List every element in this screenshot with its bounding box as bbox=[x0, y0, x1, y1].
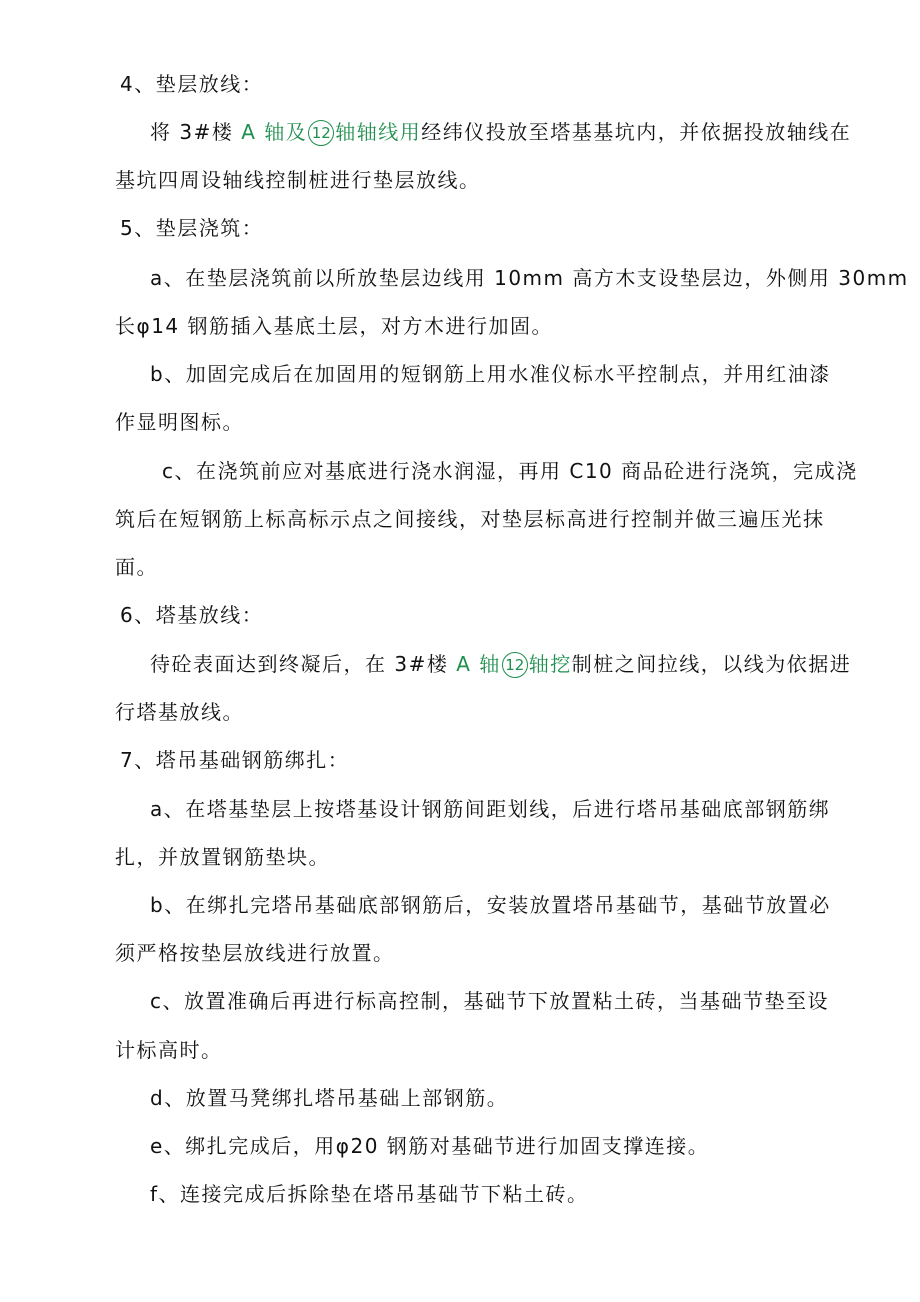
section-7-item-c-line-2: 计标高时。 bbox=[115, 1038, 223, 1062]
section-5-item-a-line-1: a、在垫层浇筑前以所放垫层边线用 10mm 高方木支设垫层边，外侧用 30mm bbox=[150, 266, 909, 290]
text: 经纬仪投放至塔基基坑内，并依据投放轴线在 bbox=[421, 120, 852, 144]
section-7-heading: 7、塔吊基础钢筋绑扎： bbox=[120, 748, 350, 772]
section-7-item-b-line-1: b、在绑扎完塔吊基础底部钢筋后，安装放置塔吊基础节，基础节放置必 bbox=[150, 893, 831, 917]
section-6-heading: 6、塔基放线： bbox=[120, 603, 264, 627]
axis-line-text: 轴轴线用 bbox=[335, 120, 422, 144]
section-5-item-b-line-1: b、加固完成后在加固用的短钢筋上用水准仪标水平控制点，并用红油漆 bbox=[150, 362, 831, 386]
section-5-item-b-line-2: 作显明图标。 bbox=[115, 410, 244, 434]
section-7-item-f: f、连接完成后拆除垫在塔吊基础节下粘土砖。 bbox=[150, 1182, 589, 1206]
section-6-paragraph-line-2: 行塔基放线。 bbox=[115, 700, 244, 724]
text: 待砼表面达到终凝后，在 3#楼 bbox=[150, 652, 457, 676]
section-7-item-a-line-2: 扎，并放置钢筋垫块。 bbox=[115, 845, 330, 869]
section-5-item-c-line-3: 面。 bbox=[115, 555, 158, 579]
axis-a-label: A 轴及 bbox=[241, 120, 308, 144]
section-5-item-a-line-2: 长φ14 钢筋插入基底土层，对方木进行加固。 bbox=[115, 314, 553, 338]
section-7-item-b-line-2: 须严格按垫层放线进行放置。 bbox=[115, 941, 395, 965]
section-7-item-e: e、绑扎完成后，用φ20 钢筋对基础节进行加固支撑连接。 bbox=[150, 1134, 710, 1158]
section-4-paragraph-line-2: 基坑四周设轴线控制桩进行垫层放线。 bbox=[115, 168, 481, 192]
axis-a-label: A 轴 bbox=[456, 652, 501, 676]
section-5-item-c-line-2: 筑后在短钢筋上标高标示点之间接线，对垫层标高进行控制并做三遍压光抹 bbox=[115, 507, 825, 531]
section-7-item-a-line-1: a、在塔基垫层上按塔基设计钢筋间距划线，后进行塔吊基础底部钢筋绑 bbox=[150, 797, 831, 821]
axis-control-text: 轴挖 bbox=[528, 652, 572, 676]
section-5-heading: 5、垫层浇筑： bbox=[120, 216, 264, 240]
section-7-item-c-line-1: c、放置准确后再进行标高控制，基础节下放置粘土砖，当基础节垫至设 bbox=[150, 989, 829, 1013]
text: 将 3#楼 bbox=[150, 120, 242, 144]
text: 制桩之间拉线，以线为依据进 bbox=[571, 652, 852, 676]
section-4-paragraph-line-1 bbox=[150, 118, 851, 146]
section-6-paragraph-line-1 bbox=[150, 650, 851, 678]
section-5-item-c-line-1: c、在浇筑前应对基底进行浇水润湿，再用 C10 商品砼进行浇筑，完成浇 bbox=[162, 459, 858, 483]
section-4-heading: 4、垫层放线： bbox=[120, 72, 264, 96]
section-7-item-d: d、放置马凳绑扎塔吊基础上部钢筋。 bbox=[150, 1086, 509, 1110]
axis-12-circled-number: 12 bbox=[502, 652, 528, 678]
axis-12-circled-number: 12 bbox=[308, 120, 334, 146]
